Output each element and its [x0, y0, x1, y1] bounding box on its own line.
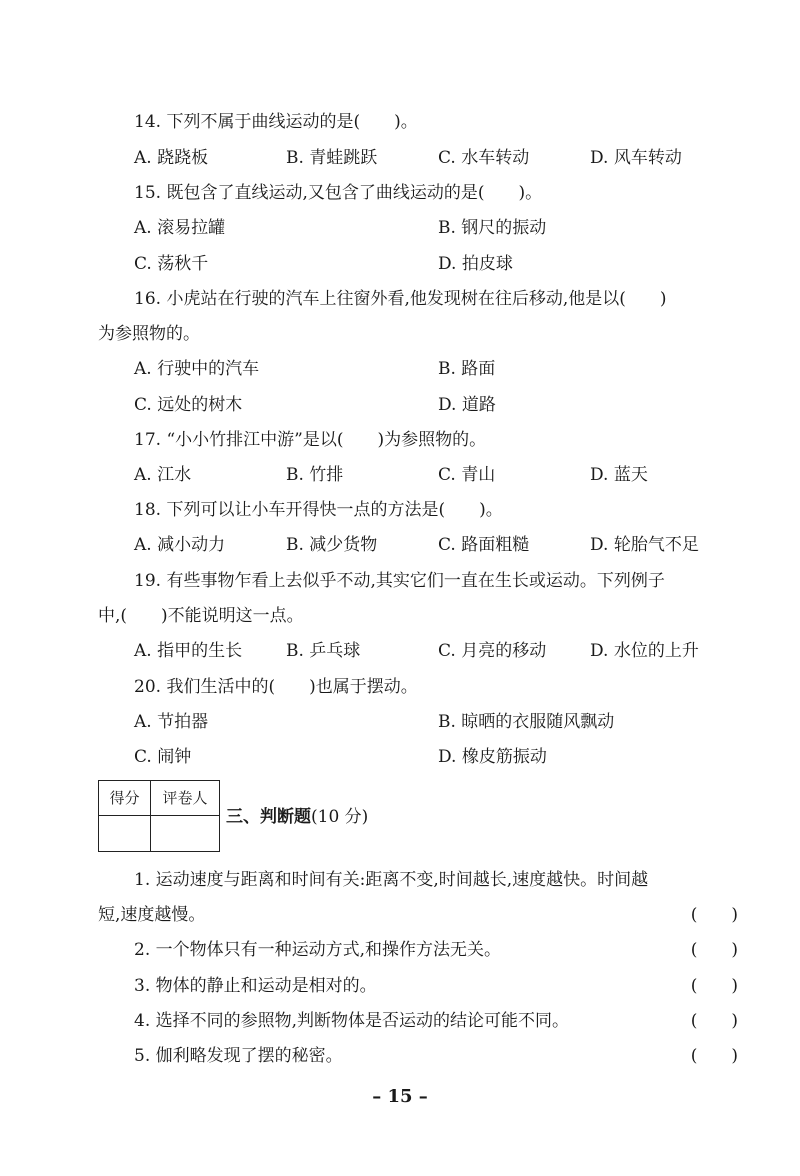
tf-item-1-text: 短,速度越慢。: [98, 905, 206, 925]
tf-item-2: [134, 939, 738, 961]
question-17-options: [134, 464, 738, 486]
question-20-stem: 20. 我们生活中的( )也属于摆动。: [134, 677, 418, 697]
question-19-stem-line1: 19. 有些事物乍看上去似乎不动,其实它们一直在生长或运动。下列例子: [134, 571, 665, 591]
question-16-stem-line1: 16. 小虎站在行驶的汽车上往窗外看,他发现树在往后移动,他是以( ): [134, 289, 667, 309]
option-a: A. 江水: [134, 465, 192, 485]
option-a: A. 滚易拉罐: [134, 218, 226, 238]
option-c: C. 青山: [438, 465, 496, 485]
question-18-options: [134, 534, 738, 556]
grader-label: 评卷人: [151, 781, 219, 816]
question-15-options-row1: [134, 217, 738, 239]
question-16-stem-line2: 为参照物的。: [98, 324, 200, 344]
question-14-stem: 14. 下列不属于曲线运动的是( )。: [134, 112, 418, 132]
question-14-options: [134, 147, 738, 169]
option-c: C. 荡秋千: [134, 254, 209, 274]
question-20-options-row2: [134, 746, 738, 768]
option-d: D. 道路: [438, 395, 496, 415]
section-title: [226, 806, 368, 828]
question-15-stem: 15. 既包含了直线运动,又包含了曲线运动的是( )。: [134, 183, 543, 203]
section-points: (10 分): [311, 807, 369, 827]
question-17-stem: 17. “小小竹排江中游”是以( )为参照物的。: [134, 430, 487, 450]
tf-item-3-text: 3. 物体的静止和运动是相对的。: [134, 976, 377, 996]
question-19-stem-line2: 中,( )不能说明这一点。: [98, 606, 304, 626]
option-c: C. 远处的树木: [134, 395, 243, 415]
tf-item-5-text: 5. 伽利略发现了摆的秘密。: [134, 1046, 343, 1066]
score-table: [98, 780, 220, 852]
option-a: A. 指甲的生长: [134, 641, 243, 661]
option-d: D. 轮胎气不足: [590, 535, 699, 555]
option-a: A. 行驶中的汽车: [134, 359, 260, 379]
option-a: A. 跷跷板: [134, 148, 209, 168]
option-b: B. 青蛙跳跃: [286, 148, 378, 168]
page-number: – 15 –: [372, 1086, 428, 1107]
option-b: B. 钢尺的振动: [438, 218, 547, 238]
option-d: D. 水位的上升: [590, 641, 699, 661]
option-b: B. 晾晒的衣服随风飘动: [438, 712, 615, 732]
tf-item-4: [134, 1010, 738, 1032]
option-b: B. 竹排: [286, 465, 344, 485]
answer-blank[interactable]: ( ): [690, 976, 738, 996]
option-d: D. 拍皮球: [438, 254, 513, 274]
question-20-options-row1: [134, 711, 738, 733]
option-a: A. 节拍器: [134, 712, 209, 732]
answer-blank[interactable]: ( ): [690, 1046, 738, 1066]
option-d: D. 蓝天: [590, 465, 648, 485]
option-c: C. 路面粗糙: [438, 535, 530, 555]
option-c: C. 月亮的移动: [438, 641, 547, 661]
option-c: C. 闹钟: [134, 747, 192, 767]
tf-item-1-line1: 1. 运动速度与距离和时间有关:距离不变,时间越长,速度越快。时间越: [134, 870, 649, 890]
score-field[interactable]: [99, 816, 151, 851]
option-b: B. 乒乓球: [286, 641, 361, 661]
tf-item-3: [134, 975, 738, 997]
question-15-options-row2: [134, 253, 738, 275]
question-18-stem: 18. 下列可以让小车开得快一点的方法是( )。: [134, 500, 503, 520]
score-label: 得分: [99, 781, 151, 816]
option-b: B. 减少货物: [286, 535, 378, 555]
tf-item-1-line2: [98, 904, 738, 926]
answer-blank[interactable]: ( ): [690, 1011, 738, 1031]
answer-blank[interactable]: ( ): [690, 905, 738, 925]
question-16-options-row2: [134, 394, 738, 416]
option-c: C. 水车转动: [438, 148, 530, 168]
tf-item-4-text: 4. 选择不同的参照物,判断物体是否运动的结论可能不同。: [134, 1011, 570, 1031]
tf-item-2-text: 2. 一个物体只有一种运动方式,和操作方法无关。: [134, 940, 502, 960]
grader-field[interactable]: [151, 816, 219, 851]
section-title-text: 三、判断题: [226, 807, 311, 827]
option-a: A. 减小动力: [134, 535, 226, 555]
option-d: D. 风车转动: [590, 148, 682, 168]
tf-item-5: [134, 1045, 738, 1067]
option-d: D. 橡皮筋振动: [438, 747, 547, 767]
answer-blank[interactable]: ( ): [690, 940, 738, 960]
option-b: B. 路面: [438, 359, 496, 379]
question-19-options: [134, 640, 738, 662]
question-16-options-row1: [134, 358, 738, 380]
